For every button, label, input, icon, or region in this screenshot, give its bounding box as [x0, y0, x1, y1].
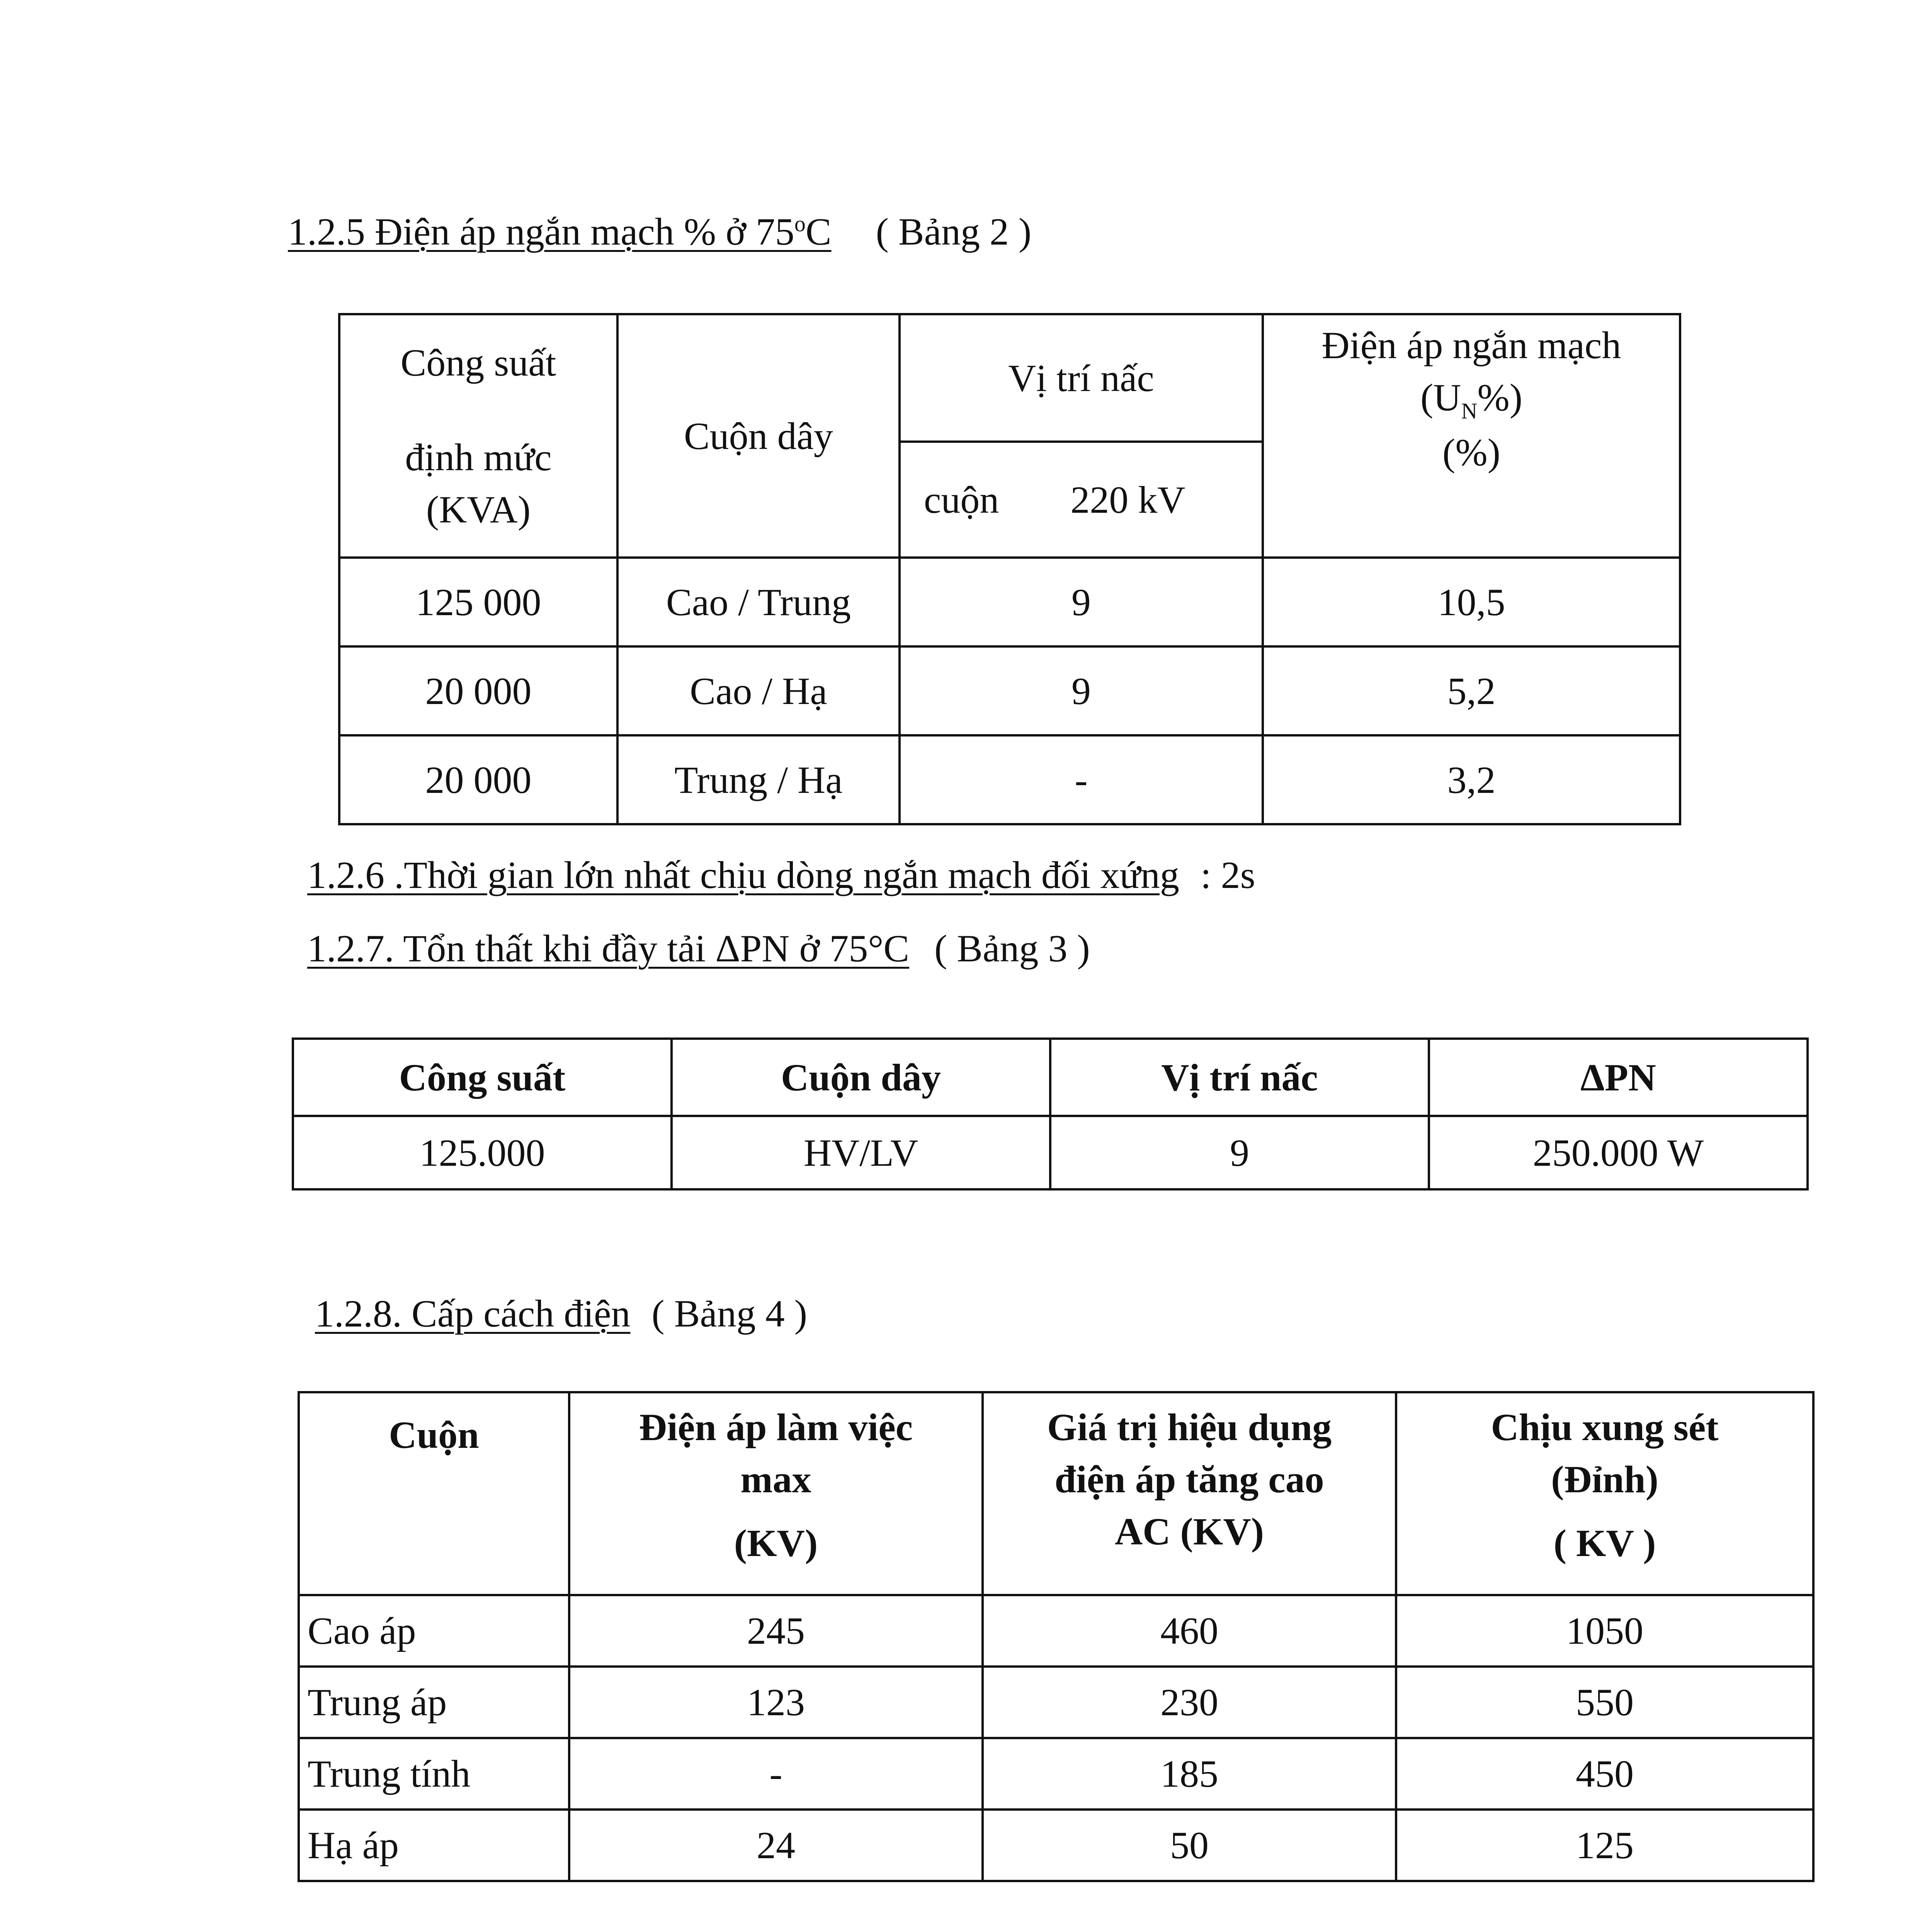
section-1-2-7: [307, 925, 1090, 972]
table-row: 125.000 HV/LV 9 250.000 W: [293, 1116, 1808, 1189]
table-row: 20 000 Cao / Hạ 9 5,2: [339, 646, 1680, 735]
section-1-2-5-title: 1.2.5 Điện áp ngắn mạch % ở 75$^o$C: [288, 210, 832, 253]
section-1-2-7-label: 1.2.7. Tổn thất khi đầy tải ΔPN ở 75°C: [307, 927, 910, 970]
section-1-2-7-ref: ( Bảng 3 ): [934, 927, 1090, 970]
section-1-2-6-value: : 2s: [1200, 854, 1255, 896]
table-4-insulation-level: [298, 1391, 1815, 1882]
table-row: Hạ áp 24 50 125: [299, 1810, 1813, 1881]
section-1-2-8-ref: ( Bảng 4 ): [651, 1292, 808, 1335]
t4-header-working-voltage: Điện áp làm việc max (KV): [569, 1392, 983, 1595]
t4-header-winding: Cuộn: [299, 1392, 569, 1595]
section-1-2-5-ref: ( Bảng 2 ): [876, 210, 1032, 253]
section-1-2-8: [315, 1291, 807, 1337]
table-row: Trung tính - 185 450: [299, 1738, 1813, 1810]
t3-header-winding: Cuộn dây: [672, 1039, 1050, 1116]
t2-header-tap: Vị trí nấc: [900, 314, 1263, 442]
t3-header-tap: Vị trí nấc: [1050, 1039, 1429, 1116]
t3-header-loss: ΔPN: [1429, 1039, 1808, 1116]
section-1-2-5-heading: [288, 209, 1031, 255]
section-1-2-6: [307, 852, 1255, 898]
table-row: Trung áp 123 230 550: [299, 1667, 1813, 1738]
table-3-load-loss: [292, 1037, 1809, 1190]
table-row: 20 000 Trung / Hạ - 3,2: [339, 735, 1680, 824]
table-row: 125 000 Cao / Trung 9 10,5: [339, 558, 1680, 646]
t3-header-power: Công suất: [293, 1039, 672, 1116]
t2-header-tap-sub: cuộn 220 kV: [900, 442, 1263, 558]
t2-header-voltage: Điện áp ngắn mạch $(U_N\%)$ (%): [1263, 314, 1680, 558]
section-1-2-8-label: 1.2.8. Cấp cách điện: [315, 1292, 631, 1335]
table-row: Cao áp 245 460 1050: [299, 1595, 1813, 1667]
section-1-2-6-label: 1.2.6 .Thời gian lớn nhất chịu dòng ngắn mạch đối xứng: [307, 854, 1179, 896]
t4-header-impulse: Chịu xung sét (Đỉnh) ( KV ): [1396, 1392, 1813, 1595]
t2-header-power: Công suất định mức (KVA): [339, 314, 617, 558]
table-2-short-circuit-voltage: [338, 313, 1681, 825]
t2-header-winding: Cuộn dây: [617, 314, 900, 558]
t4-header-ac-voltage: Giá trị hiệu dụng điện áp tăng cao AC (KV): [983, 1392, 1396, 1595]
